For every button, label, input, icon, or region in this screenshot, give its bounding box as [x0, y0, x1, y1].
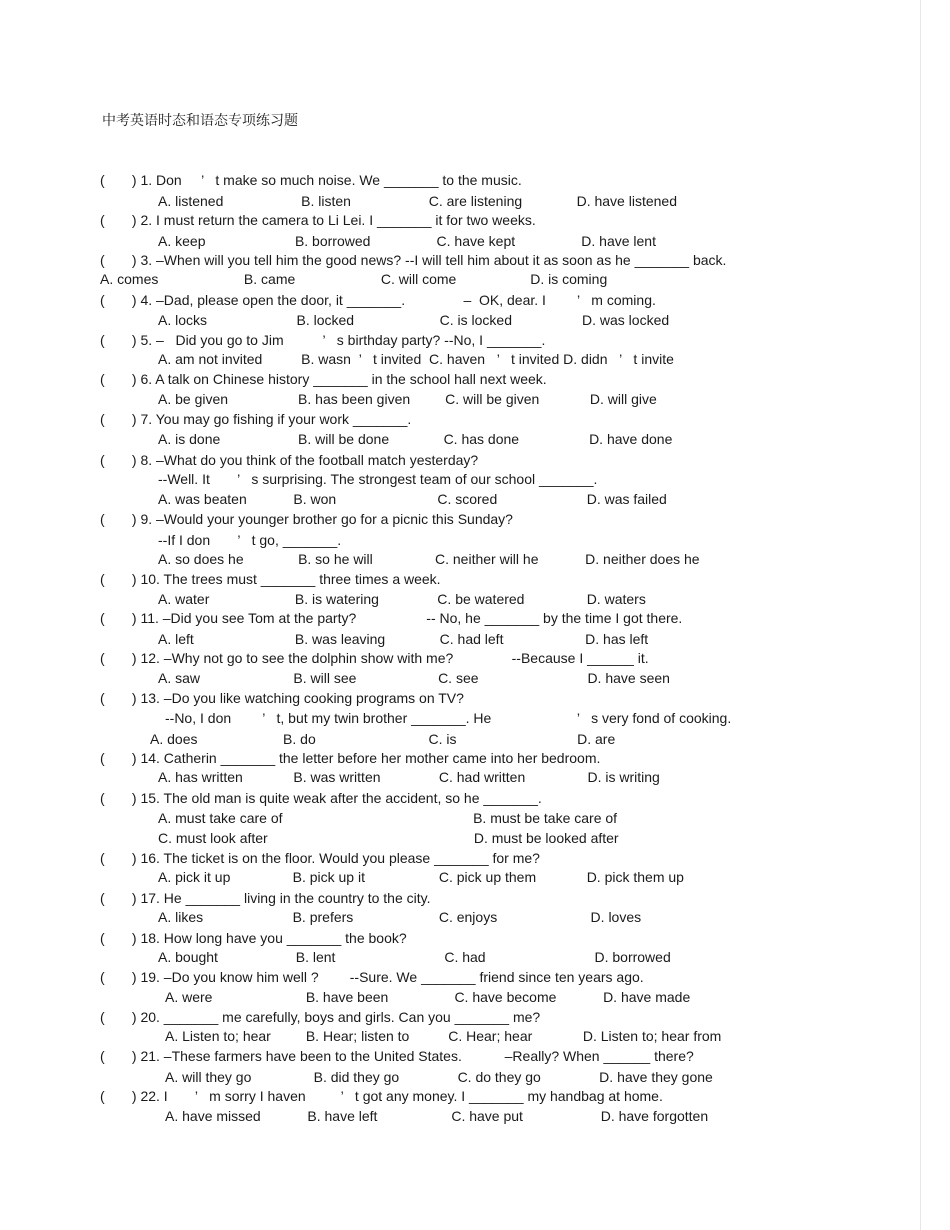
options-6: A. be given B. has been given C. will be given D. will give — [158, 391, 657, 407]
question-11: ( ) 11. –Did you see Tom at the party? -- No, he _______ by the time I got there. — [100, 610, 683, 626]
question-9-cont: --If I don ’ t go, _______. — [158, 532, 342, 548]
question-20: ( ) 20. _______ me carefully, boys and girls. Can you _______ me? — [100, 1009, 541, 1025]
options-22: A. have missed B. have left C. have put D. have forgotten — [165, 1108, 709, 1124]
options-3: A. comes B. came C. will come D. is coming — [100, 271, 608, 287]
question-8: ( ) 8. –What do you think of the football match yesterday? — [100, 452, 479, 468]
question-13-cont: --No, I don ’ t, but my twin brother _______. He ’ s very fond of cooking. — [165, 710, 732, 726]
options-9: A. so does he B. so he will C. neither will he D. neither does he — [158, 551, 700, 567]
question-13: ( ) 13. –Do you like watching cooking programs on TV? — [100, 690, 464, 706]
options-19: A. were B. have been C. have become D. have made — [165, 989, 691, 1005]
question-12: ( ) 12. –Why not go to see the dolphin show with me? --Because I ______ it. — [100, 650, 649, 666]
options-16: A. pick it up B. pick up it C. pick up them D. pick them up — [158, 869, 684, 885]
options-14: A. has written B. was written C. had written D. is writing — [158, 769, 660, 785]
question-5: ( ) 5. – Did you go to Jim ’ s birthday party? --No, I _______. — [100, 332, 546, 348]
question-21: ( ) 21. –These farmers have been to the United States. –Really? When ______ there? — [100, 1048, 694, 1064]
options-8: A. was beaten B. won C. scored D. was failed — [158, 491, 667, 507]
question-3: ( ) 3. –When will you tell him the good news? --I will tell him about it as soon as he _______ back. — [100, 252, 727, 268]
question-19: ( ) 19. –Do you know him well ? --Sure. We _______ friend since ten years ago. — [100, 969, 644, 985]
options-20: A. Listen to; hear B. Hear; listen to C. Hear; hear D. Listen to; hear from — [165, 1028, 722, 1044]
options-5: A. am not invited B. wasn ’ t invited C. haven ’ t invited D. didn ’ t invite — [158, 351, 674, 367]
question-16: ( ) 16. The ticket is on the floor. Would you please _______ for me? — [100, 850, 540, 866]
document-title: 中考英语时态和语态专项练习题 — [102, 113, 298, 129]
options-12: A. saw B. will see C. see D. have seen — [158, 670, 670, 686]
question-10: ( ) 10. The trees must _______ three times a week. — [100, 571, 441, 587]
options-13: A. does B. do C. is D. are — [150, 731, 616, 747]
question-6: ( ) 6. A talk on Chinese history _______ in the school hall next week. — [100, 371, 547, 387]
options-17: A. likes B. prefers C. enjoys D. loves — [158, 909, 642, 925]
options-4: A. locks B. locked C. is locked D. was locked — [158, 312, 670, 328]
question-8-cont: --Well. It ’ s surprising. The strongest team of our school _______. — [158, 471, 598, 487]
question-1: ( ) 1. Don ’ t make so much noise. We _______ to the music. — [100, 172, 522, 188]
options-2: A. keep B. borrowed C. have kept D. have lent — [158, 233, 656, 249]
options-15b: C. must look after D. must be looked after — [158, 830, 619, 846]
page-edge-divider — [920, 0, 921, 1230]
options-18: A. bought B. lent C. had D. borrowed — [158, 949, 671, 965]
options-15a: A. must take care of B. must be take care of — [158, 810, 618, 826]
question-17: ( ) 17. He _______ living in the country to the city. — [100, 890, 431, 906]
question-14: ( ) 14. Catherin _______ the letter before her mother came into her bedroom. — [100, 750, 601, 766]
options-21: A. will they go B. did they go C. do they go D. have they gone — [165, 1069, 713, 1085]
question-4: ( ) 4. –Dad, please open the door, it _______. – OK, dear. I ’ m coming. — [100, 292, 656, 308]
options-10: A. water B. is watering C. be watered D. waters — [158, 591, 646, 607]
question-18: ( ) 18. How long have you _______ the book? — [100, 930, 407, 946]
options-7: A. is done B. will be done C. has done D. have done — [158, 431, 673, 447]
question-2: ( ) 2. I must return the camera to Li Lei. I _______ it for two weeks. — [100, 212, 536, 228]
question-9: ( ) 9. –Would your younger brother go for a picnic this Sunday? — [100, 511, 513, 527]
question-22: ( ) 22. I ’ m sorry I haven ’ t got any money. I _______ my handbag at home. — [100, 1088, 663, 1104]
options-11: A. left B. was leaving C. had left D. has left — [158, 631, 649, 647]
options-1: A. listened B. listen C. are listening D. have listened — [158, 193, 677, 209]
question-7: ( ) 7. You may go fishing if your work _______. — [100, 411, 412, 427]
question-15: ( ) 15. The old man is quite weak after the accident, so he _______. — [100, 790, 542, 806]
